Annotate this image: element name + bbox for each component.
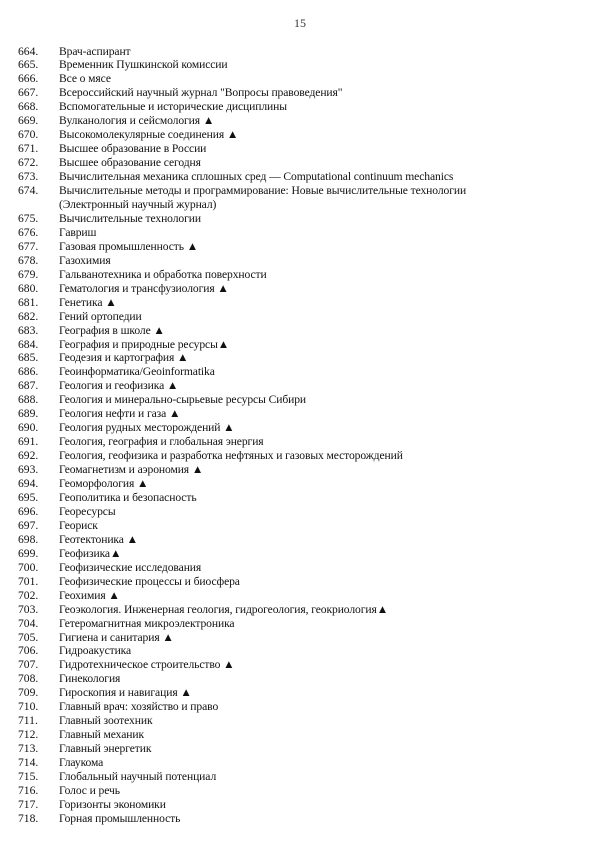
entry-title-line: Гигиена и санитария ▲ (59, 630, 174, 644)
entry-title (59, 463, 590, 477)
entry-title-line: Горная промышленность (59, 811, 181, 825)
entry-title (59, 812, 590, 826)
entry-number: 697. (18, 518, 39, 532)
entry-title (59, 798, 590, 812)
entry-number: 716. (18, 784, 39, 798)
entry-title-line: Все о мясе (59, 72, 111, 86)
entry-title (59, 338, 590, 352)
entry-title-line: Геомагнетизм и аэрономия ▲ (59, 463, 204, 477)
list-item (14, 449, 590, 463)
entry-title-line: Высокомолекулярные соединения ▲ (59, 128, 239, 142)
entry-title-line: Гавриш (59, 225, 97, 239)
list-item (14, 86, 590, 100)
list-item (14, 170, 590, 184)
entry-title (59, 519, 590, 533)
entry-title (59, 240, 590, 254)
entry-title (59, 617, 590, 631)
entry-title-line: Геополитика и безопасность (59, 491, 197, 504)
entry-title (59, 603, 590, 617)
entry-number: 715. (18, 770, 39, 784)
entry-title (59, 575, 590, 589)
entry-title (59, 393, 590, 407)
entry-title-line: Гинекология (59, 672, 121, 686)
list-item (14, 393, 590, 407)
entry-title (59, 254, 590, 268)
entry-title-line: Высшее образование в России (59, 142, 207, 156)
entry-title-line: Главный механик (59, 728, 144, 742)
entry-number: 705. (18, 630, 39, 644)
entry-number: 669. (18, 114, 39, 128)
entry-title-line: Геология, геофизика и разработка нефтяных и газовых месторождений (59, 449, 403, 463)
entry-title (59, 310, 590, 324)
entry-title-continuation: (Электронный научный журнал) (59, 197, 217, 211)
entry-number: 678. (18, 253, 39, 267)
list-item (14, 505, 590, 519)
list-item (14, 714, 590, 728)
entry-title (59, 184, 590, 212)
entry-title (59, 449, 590, 463)
entry-number: 699. (18, 546, 39, 560)
entry-number: 687. (18, 379, 39, 393)
list-item (14, 435, 590, 449)
entry-number: 686. (18, 365, 39, 379)
entry-number: 668. (18, 100, 39, 114)
list-item (14, 742, 590, 756)
entry-title (59, 435, 590, 449)
list-item (14, 533, 590, 547)
list-item (14, 72, 590, 86)
list-item (14, 407, 590, 421)
entry-number: 694. (18, 477, 39, 491)
entry-title (59, 156, 590, 170)
entry-title (59, 728, 590, 742)
entry-title-line: Геофизические процессы и биосфера (59, 574, 240, 588)
entry-title (59, 72, 590, 86)
entry-number: 714. (18, 756, 39, 770)
entry-title (59, 128, 590, 142)
entry-title (59, 784, 590, 798)
entry-title-line: Геохимия ▲ (59, 588, 120, 602)
entry-number: 673. (18, 170, 39, 184)
entry-title-line: Голос и речь (59, 784, 120, 798)
list-item (14, 338, 590, 352)
entry-title-line: Геология, география и глобальная энергия (59, 435, 264, 449)
entry-title-line: Геология нефти и газа ▲ (59, 407, 181, 421)
list-item (14, 631, 590, 645)
entry-title-line: Гетеромагнитная микроэлектроника (59, 616, 235, 630)
entry-title-line: Врач-аспирант (59, 44, 131, 58)
entry-title (59, 324, 590, 338)
entry-title-line: Гений ортопедии (59, 309, 142, 323)
list-item (14, 617, 590, 631)
entry-title-line: Глаукома (59, 756, 104, 770)
list-item (14, 45, 590, 59)
entry-title (59, 114, 590, 128)
list-item (14, 812, 590, 826)
entry-title-line: Геоинформатика/Geoinformatika (59, 365, 215, 379)
entry-number: 693. (18, 463, 39, 477)
entry-title-line: Генетика ▲ (59, 295, 117, 309)
entry-number: 695. (18, 491, 39, 504)
page-number: 15 (294, 16, 306, 30)
entry-number: 682. (18, 309, 39, 323)
entry-title-line: Гидротехническое строительство ▲ (59, 658, 235, 672)
list-item (14, 547, 590, 561)
entry-number: 702. (18, 588, 39, 602)
list-item (14, 324, 590, 338)
list-item (14, 686, 590, 700)
entry-number: 692. (18, 449, 39, 463)
entry-number: 711. (18, 714, 38, 728)
entry-number: 674. (18, 184, 39, 198)
entry-title-line: Вспомогательные и исторические дисциплины (59, 100, 287, 114)
entry-title-line: Главный врач: хозяйство и право (59, 700, 219, 714)
entry-number: 672. (18, 156, 39, 170)
entry-number: 700. (18, 560, 39, 574)
entry-title-line: Вулканология и сейсмология ▲ (59, 114, 215, 128)
entry-number: 701. (18, 574, 39, 588)
entry-number: 709. (18, 686, 39, 700)
entry-title-line: Геориск (59, 518, 98, 532)
entry-number: 667. (18, 86, 39, 100)
entry-title-line: Вычислительные технологии (59, 211, 201, 225)
entry-title-line: Газохимия (59, 253, 111, 267)
entry-title (59, 561, 590, 575)
entry-number: 684. (18, 337, 39, 351)
entry-number: 713. (18, 742, 39, 756)
entry-number: 664. (18, 44, 39, 58)
list-item (14, 254, 590, 268)
entry-title-line: Главный зоотехник (59, 714, 153, 728)
entry-number: 712. (18, 728, 39, 742)
entry-title-line: Горизонты экономики (59, 797, 166, 811)
list-item (14, 658, 590, 672)
entry-title-line: Геофизика▲ (59, 546, 122, 560)
list-item (14, 421, 590, 435)
entry-title (59, 658, 590, 672)
entry-title (59, 589, 590, 603)
list-item (14, 379, 590, 393)
list-item (14, 100, 590, 114)
list-item (14, 672, 590, 686)
entry-title (59, 491, 590, 505)
entry-number: 718. (18, 811, 39, 825)
entry-title-line: Гироскопия и навигация ▲ (59, 686, 192, 700)
entry-title-line: Геотектоника ▲ (59, 532, 138, 546)
list-item (14, 463, 590, 477)
entry-number: 696. (18, 504, 39, 518)
entry-title (59, 672, 590, 686)
entry-number: 707. (18, 658, 39, 672)
list-item (14, 212, 590, 226)
entry-title-line: География в школе ▲ (59, 323, 165, 337)
list-item (14, 700, 590, 714)
entry-number: 675. (18, 211, 39, 225)
entry-title (59, 282, 590, 296)
entry-number: 688. (18, 393, 39, 407)
list-item (14, 226, 590, 240)
entry-title-line: Геоморфология ▲ (59, 477, 149, 491)
entry-title (59, 100, 590, 114)
entry-title (59, 58, 590, 72)
entry-title-line: География и природные ресурсы▲ (59, 337, 230, 351)
entry-number: 689. (18, 407, 39, 421)
entry-number: 691. (18, 435, 39, 449)
entry-title-line: Геофизические исследования (59, 560, 202, 574)
entry-title-line: Геодезия и картография ▲ (59, 351, 189, 365)
entry-title (59, 351, 590, 365)
list-item (14, 798, 590, 812)
list-item (14, 756, 590, 770)
list-item (14, 296, 590, 310)
entry-title (59, 226, 590, 240)
entry-title (59, 756, 590, 770)
entry-number: 710. (18, 700, 39, 714)
list-item (14, 114, 590, 128)
entry-title (59, 714, 590, 728)
list-item (14, 644, 590, 658)
list-item (14, 477, 590, 491)
entry-title (59, 268, 590, 282)
entry-number: 704. (18, 616, 39, 630)
entry-title (59, 700, 590, 714)
entry-number: 706. (18, 644, 39, 658)
entry-title (59, 142, 590, 156)
entry-number: 666. (18, 72, 39, 86)
list-item (14, 589, 590, 603)
entry-title-line: Вычислительная механика сплошных сред — Computational continuum mechanics (59, 170, 454, 184)
entry-number: 703. (18, 602, 39, 616)
entry-title-line: Гидроакустика (59, 644, 132, 658)
list-item (14, 491, 590, 505)
entry-number: 679. (18, 267, 39, 281)
entry-title-line: Геология и геофизика ▲ (59, 379, 179, 393)
entry-number: 676. (18, 225, 39, 239)
list-item (14, 142, 590, 156)
entry-title (59, 45, 590, 59)
list-item (14, 310, 590, 324)
entry-number: 685. (18, 351, 39, 365)
entry-number: 717. (18, 797, 39, 811)
entry-title (59, 547, 590, 561)
entry-number: 680. (18, 281, 39, 295)
entry-title (59, 631, 590, 645)
entry-title-line: Геоэкология. Инженерная геология, гидрогеология, геокриология▲ (59, 602, 389, 616)
entry-title-line: Глобальный научный потенциал (59, 770, 217, 784)
entry-title (59, 379, 590, 393)
entry-title-line: Георесурсы (59, 504, 116, 518)
list-item (14, 156, 590, 170)
list-item (14, 282, 590, 296)
list-item (14, 770, 590, 784)
list-item (14, 575, 590, 589)
entry-title-line: Временник Пушкинской комиссии (59, 58, 228, 72)
entry-title (59, 365, 590, 379)
entry-title (59, 170, 590, 184)
entry-number: 681. (18, 295, 39, 309)
entry-number: 677. (18, 239, 39, 253)
entry-title (59, 296, 590, 310)
entry-title-line: Геология и минерально-сырьевые ресурсы Сибири (59, 393, 307, 407)
entry-title (59, 686, 590, 700)
list-item (14, 519, 590, 533)
list-item (14, 268, 590, 282)
list-item (14, 365, 590, 379)
list-item (14, 603, 590, 617)
list-item (14, 184, 590, 212)
entry-title (59, 770, 590, 784)
list-item (14, 128, 590, 142)
entry-title-line: Гальванотехника и обработка поверхности (59, 267, 267, 281)
entry-number: 708. (18, 672, 39, 686)
entry-title (59, 477, 590, 491)
list-item (14, 58, 590, 72)
entry-title (59, 742, 590, 756)
list-item (14, 728, 590, 742)
entry-title (59, 533, 590, 547)
entry-title (59, 505, 590, 519)
entry-title (59, 407, 590, 421)
list-item (14, 240, 590, 254)
entry-number: 671. (18, 142, 39, 156)
list-item (14, 351, 590, 365)
entry-title-line: Всероссийский научный журнал "Вопросы правоведения" (59, 86, 343, 100)
entry-title (59, 86, 590, 100)
entry-number: 690. (18, 421, 39, 435)
entry-title (59, 212, 590, 226)
list-item (14, 561, 590, 575)
list-item (14, 784, 590, 798)
entry-title-line: Высшее образование сегодня (59, 156, 201, 170)
entry-title (59, 421, 590, 435)
entry-title-line: Вычислительные методы и программирование: Новые вычислительные технологии (59, 184, 467, 198)
entry-title-line: Газовая промышленность ▲ (59, 239, 199, 253)
entry-title-line: Геология рудных месторождений ▲ (59, 421, 235, 435)
entry-title-line: Гематология и трансфузиология ▲ (59, 281, 229, 295)
journal-list (14, 45, 590, 826)
entry-title (59, 644, 590, 658)
entry-number: 683. (18, 323, 39, 337)
entry-number: 698. (18, 532, 39, 546)
entry-number: 665. (18, 58, 39, 72)
entry-title-line: Главный энергетик (59, 742, 152, 756)
entry-number: 670. (18, 128, 39, 142)
